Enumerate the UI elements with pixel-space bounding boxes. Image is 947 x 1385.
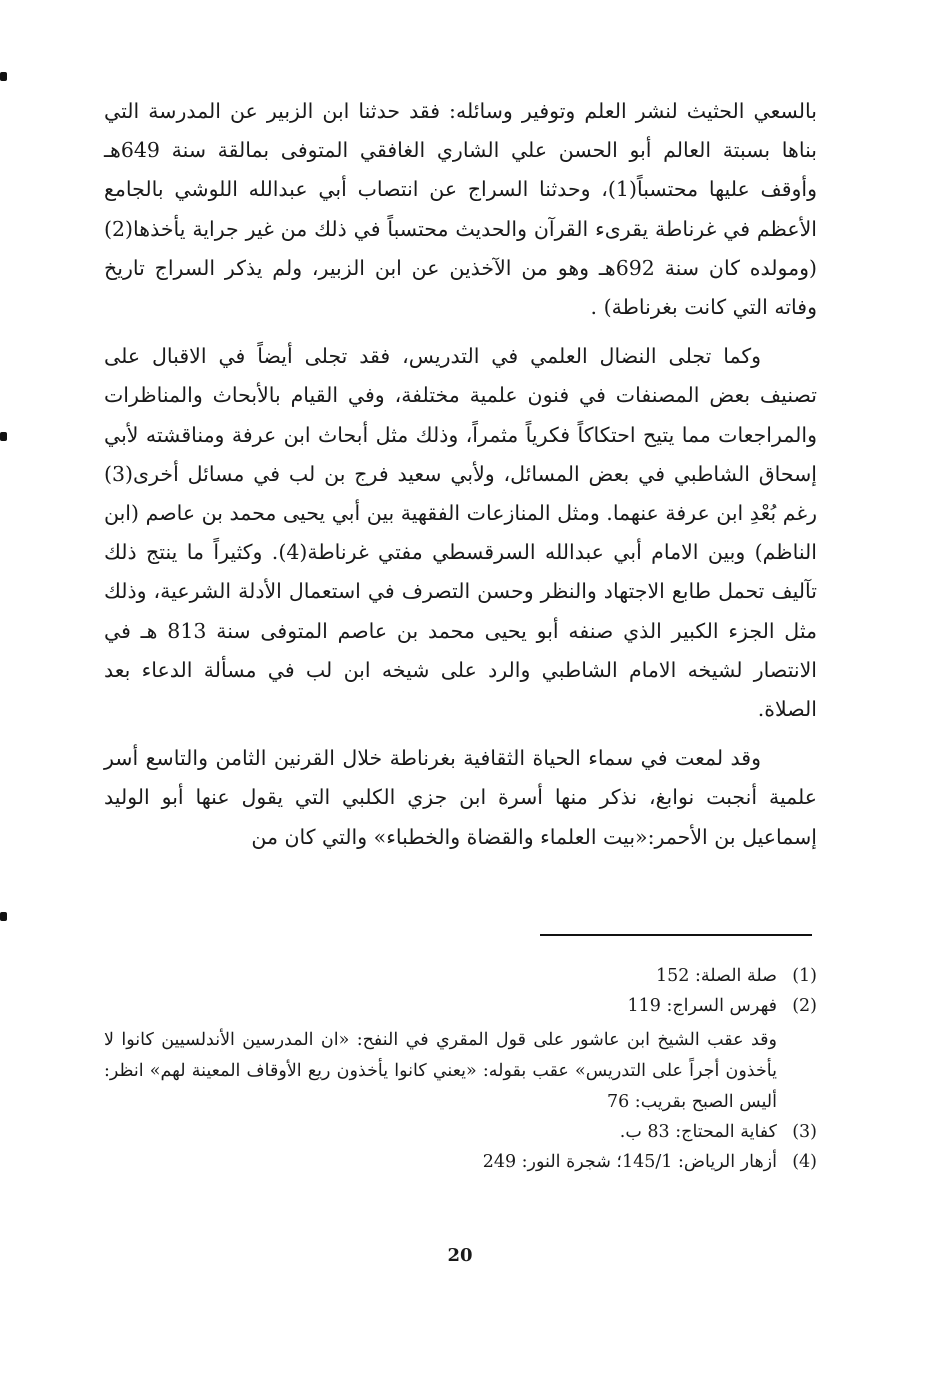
scan-margin-mark bbox=[0, 72, 7, 81]
main-text bbox=[104, 92, 817, 857]
page-number: 20 bbox=[447, 1245, 473, 1266]
footnote-text: كفاية المحتاج: 83 ب. bbox=[619, 1122, 777, 1142]
footnote-text: صلة الصلة: 152 bbox=[655, 966, 777, 986]
footnote-number: (4) bbox=[792, 1151, 817, 1172]
footnotes bbox=[104, 962, 817, 1177]
footnote-commentary-text: وقد عقب الشيخ ابن عاشور على قول المقري في النفح: «ان المدرسين الأندلسيين كانوا لا يأخذون أجراً على التدريس» عقب بقوله: «يعني كانوا يأخذون ريع الأوقاف المعينة لهم» انظر: أليس الصبح بقريب: 76 bbox=[104, 1030, 777, 1112]
scan-margin-mark bbox=[0, 912, 7, 921]
footnote-3 bbox=[104, 1118, 817, 1148]
scan-margin-mark bbox=[0, 432, 7, 441]
footnote-text: فهرس السراج: 119 bbox=[627, 995, 777, 1016]
footnote-separator bbox=[540, 934, 812, 936]
paragraph-2: وكما تجلى النضال العلمي في التدريس، فقد تجلى أيضاً في الاقبال على تصنيف بعض المصنفات في فنون علمية مختلفة، وفي القيام بالأبحاث والمناظرات والمراجعات مما يتيح احتكاكاً فكرياً مثمراً، وذلك مثل أبحاث ابن عرفة ومناقشته لأبي إسحاق الشاطبي في بعض المسائل، ولأبي سعيد فرج بن لب في مسائل أخرى(3) رغم بُعْدِ ابن عرفة عنهما. ومثل المنازعات الفقهية بين أبي يحيى محمد بن عاصم (ابن الناظم) وبين الامام أبي عبدالله السرقسطي مفتي غرناطة(4). وكثيراً ما ينتج ذلك تآليف تحمل طابع الاجتهاد والنظر وحسن التصرف في استعمال الأدلة الشرعية، وذلك مثل الجزء الكبير الذي صنفه أبو يحيى محمد بن عاصم المتوفى سنة 813 هـ في الانتصار لشيخه الامام الشاطبي والرد على شيخه ابن لب في مسألة الدعاء بعد الصلاة. bbox=[104, 344, 817, 722]
footnote-number: (3) bbox=[792, 1122, 817, 1142]
footnote-2 bbox=[104, 992, 817, 1022]
paragraph-3: وقد لمعت في سماء الحياة الثقافية بغرناطة خلال القرنين الثامن والتاسع أسر علمية أنجبت نوابغ، نذكر منها أسرة ابن جزي الكلبي التي يقول عنها أبو الوليد إسماعيل بن الأحمر:«بيت العلماء والقضاة والخطباء» والتي كان من bbox=[104, 746, 817, 849]
footnote-number: (2) bbox=[792, 995, 817, 1016]
footnote-1 bbox=[104, 962, 817, 992]
footnote-number: (1) bbox=[792, 966, 817, 986]
footnote-text: أزهار الرياض: 145/1؛ شجرة النور: 249 bbox=[482, 1151, 777, 1172]
footnote-2-commentary bbox=[104, 1025, 777, 1118]
footnote-4 bbox=[104, 1148, 817, 1178]
paragraph-1: بالسعي الحثيث لنشر العلم وتوفير وسائله: فقد حدثنا ابن الزبير عن المدرسة التي بناها بسبتة العالم أبو الحسن علي الشاري الغافقي المتوفى بمالقة سنة 649هـ وأوقف عليها محتسباً(1)، وحدثنا السراج عن انتصاب أبي عبدالله اللوشي بالجامع الأعظم في غرناطة يقرىء القرآن والحديث محتسباً في ذلك من غير جراية يأخذها(2) (ومولده كان سنة 692هـ وهو من الآخذين عن ابن الزبير، ولم يذكر السراج تاريخ وفاته التي كانت بغرناطة) . bbox=[104, 99, 818, 320]
